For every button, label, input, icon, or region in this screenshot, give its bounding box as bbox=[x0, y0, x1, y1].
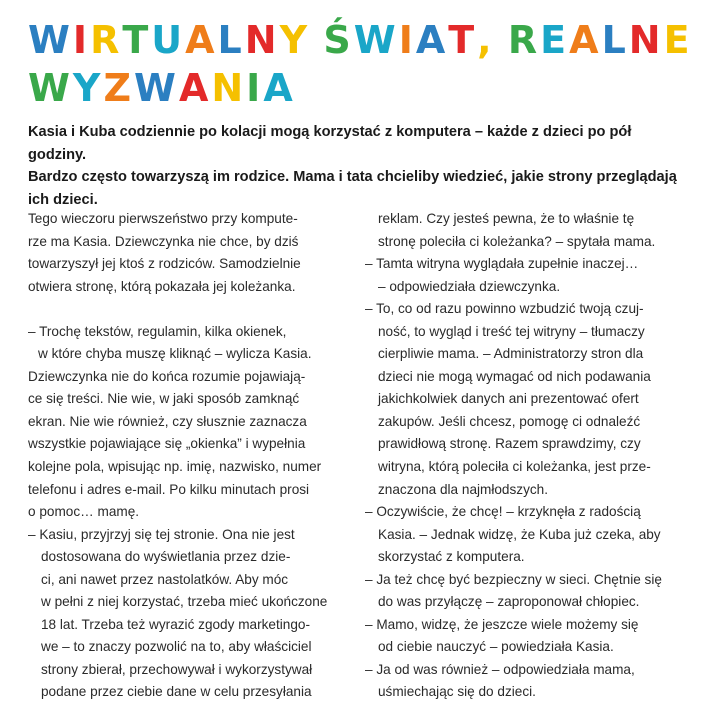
text-line: wszystkie pojawiające się „okienka” i wypełnia bbox=[28, 436, 306, 452]
text-line: podane przez ciebie dane w celu przesyłania bbox=[41, 684, 312, 700]
title-letter: L bbox=[217, 18, 245, 62]
title-letter: I bbox=[72, 18, 91, 62]
title-letter: U bbox=[151, 18, 186, 62]
text-line: skorzystać z komputera. bbox=[378, 549, 525, 565]
intro-line: Bardzo często towarzyszą im rodzice. Mama i tata chcieliby wiedzieć, jakie strony przeglądają bbox=[28, 169, 677, 185]
title-letter: N bbox=[211, 66, 247, 110]
text-line: zakupów. Jeśli chcesz, pomogę ci odnaleźć bbox=[378, 413, 641, 429]
text-line: – Oczywiście, że chcę! – krzyknęła z radością bbox=[365, 504, 641, 520]
text-line: kolejne pola, wpisując np. imię, nazwisko, numer bbox=[28, 459, 322, 475]
title-letter: A bbox=[415, 18, 449, 62]
text-line: znaczona dla najmłodszych. bbox=[378, 481, 549, 497]
title-letter: W bbox=[28, 18, 73, 62]
text-line: – Mamo, widzę, że jeszcze wiele możemy się bbox=[365, 616, 639, 632]
text-line: ci, ani nawet przez nastolatków. Aby móc bbox=[41, 571, 289, 587]
text-line: – Kasiu, przyjrzyj się tej stronie. Ona nie jest bbox=[28, 526, 295, 542]
text-line: – Trochę tekstów, regulamin, kilka okienek, bbox=[28, 323, 287, 339]
text-line: telefonu i adres e-mail. Po kilku minutach prosi bbox=[28, 481, 310, 497]
text-line: Dziewczynka nie do końca rozumie pojawiają- bbox=[28, 368, 306, 384]
text-line: – To, co od razu powinno wzbudzić twoją czuj- bbox=[365, 301, 644, 317]
title-letter: A bbox=[263, 66, 296, 110]
title-letter: W bbox=[28, 66, 73, 110]
title-letter: E bbox=[540, 18, 570, 62]
text-line: reklam. Czy jesteś pewna, że to właśnie tę bbox=[378, 211, 635, 226]
title-letter: I bbox=[398, 18, 416, 62]
title-letter: R bbox=[507, 18, 541, 62]
intro-line: Kasia i Kuba codziennie po kolacji mogą korzystać z komputera – każde z dzieci po pół godziny. bbox=[28, 124, 632, 163]
text-line: strony zbierał, przechowywał i wykorzystywał bbox=[41, 661, 313, 677]
text-line: od ciebie nauczyć – powiedziała Kasia. bbox=[378, 639, 614, 655]
title-letter: Y bbox=[279, 18, 311, 62]
text-line: stronę poleciła ci koleżanka? – spytała mama. bbox=[378, 233, 656, 249]
text-line: cierpliwie mama. – Administratorzy stron dla bbox=[378, 346, 644, 362]
text-line: dzieci nie mogą wymagać od nich podawania bbox=[378, 368, 651, 384]
text-line: we – to znaczy pozwolić na to, aby właściciel bbox=[41, 639, 312, 655]
text-line: 18 lat. Trzeba też wyrazić zgody marketingo- bbox=[41, 616, 310, 632]
right-column bbox=[365, 208, 685, 704]
title-letter: W bbox=[134, 66, 179, 110]
text-line: jakichkolwiek danych ani prezentować ofert bbox=[378, 391, 639, 407]
title-letter: T bbox=[122, 18, 152, 62]
text-line: uśmiechając się do dzieci. bbox=[378, 684, 536, 700]
text-line: otwiera stronę, którą pokazała jej koleżanka. bbox=[28, 278, 296, 294]
text-line: Tego wieczoru pierwszeństwo przy kompute- bbox=[28, 211, 298, 226]
title-line-2 bbox=[28, 64, 693, 112]
title-letter: , bbox=[477, 18, 495, 62]
text-line: do was przyłączę – zaproponował chłopiec. bbox=[378, 594, 640, 610]
text-line: ce się treści. Nie wie, w jaki sposób zamknąć bbox=[28, 391, 300, 407]
intro-line: ich dzieci. bbox=[28, 191, 98, 208]
intro-paragraph bbox=[28, 121, 678, 211]
title-letter: Z bbox=[103, 66, 135, 110]
text-line: towarzyszył jej ktoś z rodziców. Samodzielnie bbox=[28, 256, 301, 272]
title-letter: A bbox=[178, 66, 212, 110]
page-title bbox=[28, 16, 693, 112]
text-line: Kasia. – Jednak widzę, że Kuba już czeka, aby bbox=[378, 526, 661, 542]
title-letter: A bbox=[185, 18, 218, 62]
text-line: – Tamta witryna wyglądała zupełnie inaczej… bbox=[365, 256, 639, 272]
text-line: witryna, którą poleciła ci koleżanka, jest prze- bbox=[378, 459, 651, 475]
text-line: rze ma Kasia. Dziewczynka nie chce, by dziś bbox=[28, 233, 299, 249]
text-line: w które chyba muszę kliknąć – wylicza Kasia. bbox=[38, 346, 312, 362]
title-letter: N bbox=[628, 18, 664, 62]
text-line: o pomoc… mamę. bbox=[28, 504, 140, 520]
text-line: dostosowana do wyświetlania przez dzie- bbox=[41, 549, 291, 565]
text-line: prawidłową stronę. Razem sprawdzimy, czy bbox=[378, 436, 641, 452]
title-letter: I bbox=[246, 66, 264, 110]
title-letter: L bbox=[601, 18, 629, 62]
title-letter: R bbox=[90, 18, 123, 62]
title-letter: T bbox=[448, 18, 478, 62]
title-letter: N bbox=[244, 18, 280, 62]
title-letter: W bbox=[353, 18, 399, 62]
text-line: – odpowiedziała dziewczynka. bbox=[378, 278, 561, 294]
title-line-1 bbox=[28, 16, 693, 64]
text-line: w pełni z niej korzystać, trzeba mieć ukończone bbox=[41, 594, 328, 610]
paragraph-gap bbox=[28, 298, 348, 321]
text-line: – Ja od was również – odpowiedziała mama, bbox=[365, 661, 635, 677]
title-letter: A bbox=[569, 18, 602, 62]
text-line: ekran. Nie wie również, czy słusznie zaznacza bbox=[28, 413, 307, 429]
title-letter: Y bbox=[72, 66, 104, 110]
left-column bbox=[28, 208, 348, 704]
text-line: – Ja też chcę być bezpieczny w sieci. Chętnie się bbox=[365, 571, 662, 587]
text-line: ność, to wygląd i treść tej witryny – tłumaczy bbox=[378, 323, 645, 339]
title-letter: Ś bbox=[323, 18, 354, 62]
title-letter: E bbox=[663, 18, 693, 62]
